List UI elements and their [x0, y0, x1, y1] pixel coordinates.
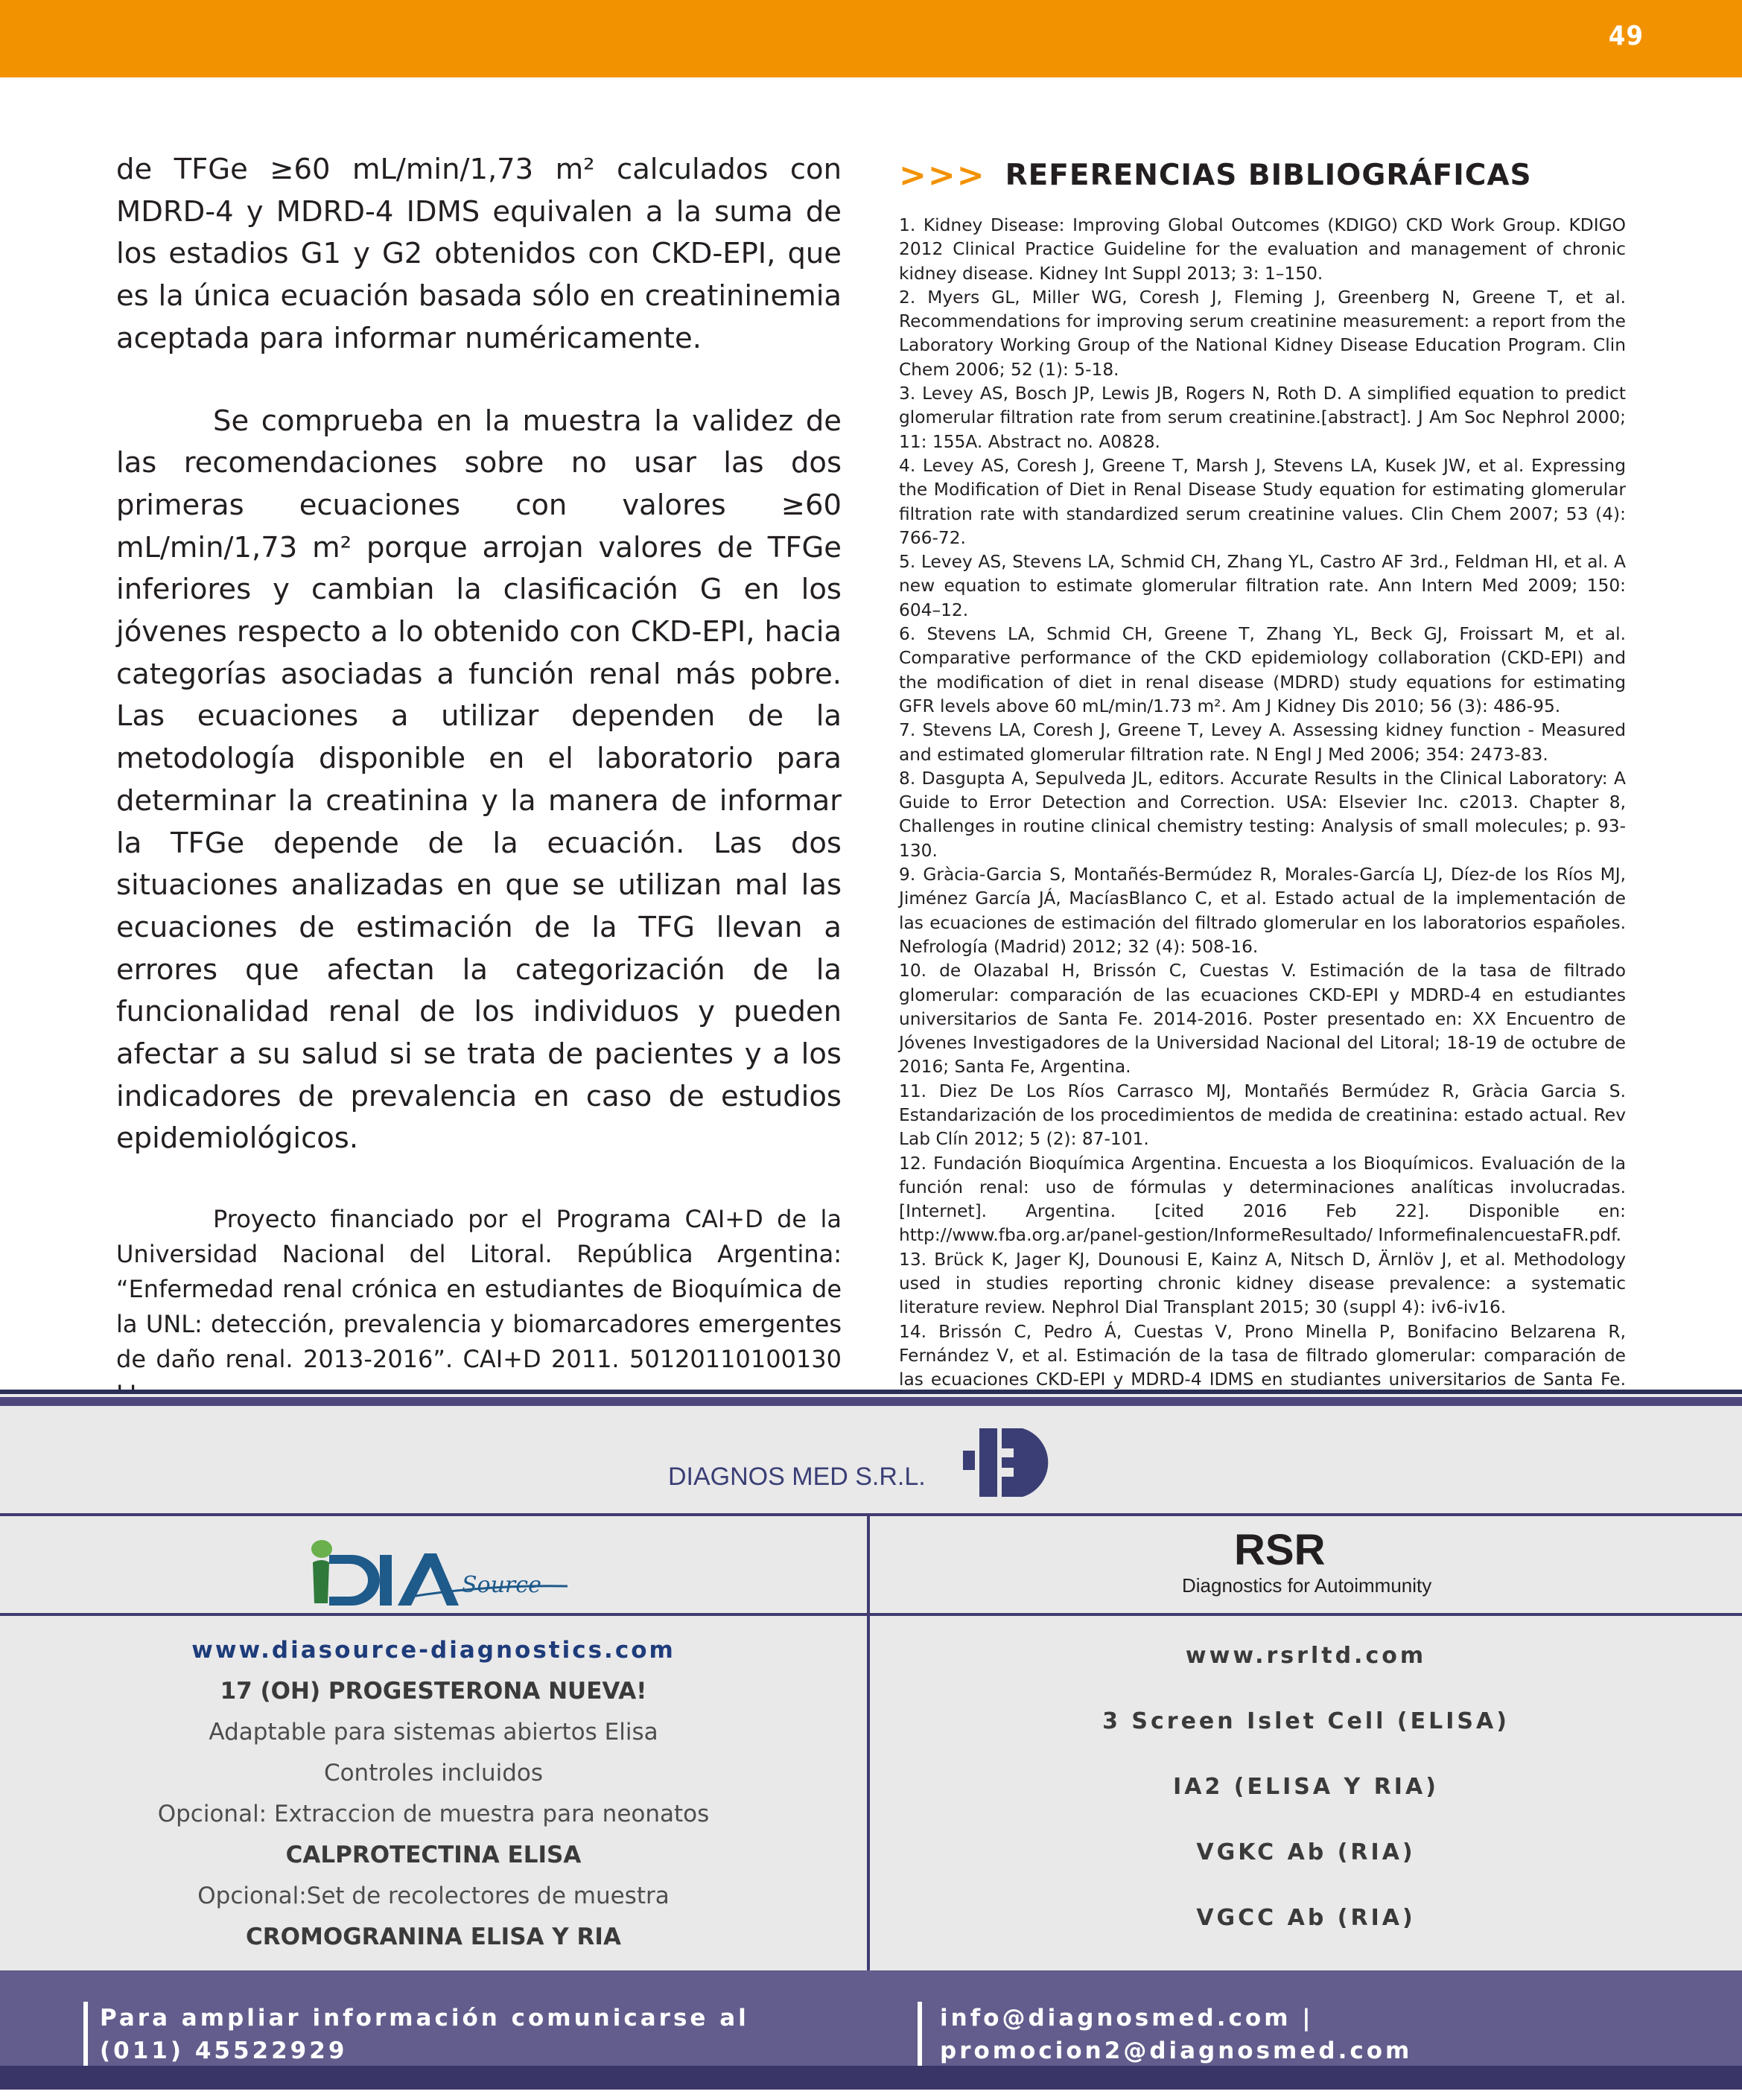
arrows-icon: >>>: [899, 156, 986, 194]
product-item: VGCC Ab (RIA): [1196, 1905, 1416, 1931]
rsr-link[interactable]: www.rsrltd.com: [1185, 1643, 1427, 1669]
references-column: [899, 153, 1626, 1416]
rsr-products: [870, 1635, 1742, 1963]
product-item: 17 (OH) PROGESTERONA NUEVA!: [220, 1678, 647, 1705]
reference-item: 10. de Olazabal H, Brissón C, Cuestas V. Estimación de la tasa de filtrado glomerular: comparación de las ecuaciones CKD-EPI y MDRD-4 en estudiantes universitarios de Santa Fe. 2014-2016. Poster presentado en: XX Encuentro de Jóvenes Investigadores de la Universidad Nacional del Litoral; 18-19 de octubre de 2016; Santa Fe, Argentina.: [899, 961, 1626, 1078]
page-number: 49: [1608, 21, 1644, 51]
reference-item: 1. Kidney Disease: Improving Global Outcomes (KDIGO) CKD Work Group. KDIGO 2012 Clinical Practice Guideline for the evaluation and management of chronic kidney disease. Kidney Int Suppl 2013; 3: 1–150.: [899, 215, 1626, 284]
product-item: IA2 (ELISA Y RIA): [1173, 1774, 1439, 1800]
svg-text:Source: Source: [462, 1572, 541, 1598]
contact-label: Para ampliar información comunicarse al: [100, 2005, 749, 2031]
diagnosmed-logo-icon: [963, 1425, 1067, 1499]
product-item: VGKC Ab (RIA): [1196, 1839, 1416, 1865]
company-name: DIAGNOS MED S.R.L.: [668, 1463, 926, 1491]
footer-bottom-bar: [0, 2066, 1742, 2090]
diasource-logo: [299, 1533, 575, 1614]
funding-paragraph: Proyecto financiado por el Programa CAI+D de la Universidad Nacional del Litoral. República Argentina: “Enfermedad renal crónica en estudiantes de Bioquímica de la UNL: detección, prevalencia y biomarcadores emergentes de daño renal. 2013-2016”. CAI+D 2011. 50120110100130: [116, 1205, 842, 1374]
product-item: CALPROTECTINA ELISA: [285, 1842, 582, 1868]
references-title: REFERENCIAS BIBLIOGRÁFICAS: [1005, 158, 1532, 192]
product-item: Opcional: Extraccion de muestra para neonatos: [157, 1801, 710, 1827]
paragraph-1: de TFGe ≥60 mL/min/1,73 m² calculados con MDRD-4 y MDRD-4 IDMS equivalen a la suma de los estadios G1 y G2 obtenidos con CKD-EPI, que es la única ecuación basada sólo en creatininemia aceptada para informar numéricamente.: [116, 153, 842, 355]
reference-item: 8. Dasgupta A, Sepulveda JL, editors. Accurate Results in the Clinical Laboratory: A Guide to Error Detection and Correction. USA: Elsevier Inc. c2013. Chapter 8, Challenges in routine clinical chemistry testing: Analysis of small molecules; p. 93-130.: [899, 768, 1626, 861]
reference-item: 3. Levey AS, Bosch JP, Lewis JB, Rogers N, Roth D. A simplified equation to predict glomerular filtration rate from serum creatinine.[abstract]. J Am Soc Nephrol 2000; 11: 155A. Abstract no. A0828.: [899, 384, 1626, 452]
divider: [0, 1397, 1742, 1406]
product-item: Adaptable para sistemas abiertos Elisa: [209, 1719, 658, 1746]
reference-list: [899, 214, 1626, 1416]
product-item: Controles incluidos: [323, 1760, 544, 1786]
diasource-link[interactable]: www.diasource-diagnostics.com: [191, 1637, 675, 1664]
diasource-products: [0, 1630, 867, 1958]
product-item: 3 Screen Islet Cell (ELISA): [1102, 1708, 1510, 1734]
divider: [0, 1613, 1742, 1616]
reference-item: 6. Stevens LA, Schmid CH, Greene T, Zhang YL, Beck GJ, Froissart M, et al. Comparative performance of the CKD epidemiology collaboration (CKD-EPI) and the modification of diet in renal disease (MDRD) study equations for estimating GFR levels above 60 mL/min/1.73 m². Am J Kidney Dis 2010; 56 (3): 486-95.: [899, 624, 1626, 716]
product-item: Opcional:Set de recolectores de muestra: [197, 1883, 670, 1909]
reference-item: 9. Gràcia-Garcia S, Montañés-Bermúdez R, Morales-García LJ, Díez-de los Ríos MJ, Jiménez García JÁ, MacíasBlanco C, et al. Estado actual de la implementación de las ecuaciones de estimación del filtrado glomerular en los laboratorios españoles. Nefrología (Madrid) 2012; 32 (4): 508-16.: [899, 865, 1626, 957]
phone-number[interactable]: (011) 45522929: [100, 2037, 348, 2064]
rsr-logo: RSR: [1234, 1526, 1326, 1574]
paragraph-2: Se comprueba en la muestra la validez de las recomendaciones sobre no usar las dos primeras ecuaciones con valores ≥60 mL/min/1,73 m² porque arrojan valores de TFGe inferiores y cambian la clasificación G en los jóvenes respecto a lo obtenido con CKD-EPI, hacia categorías asociadas a función renal más pobre. Las ecuaciones a utilizar dependen de la metodología disponible en el laboratorio para determinar la creatinina y la manera de informar la TFGe depende de la ecuación. Las dos situaciones analizadas en que se utilizan mal las ecuaciones de estimación de la TFG llevan a errores que afectan la categorización de la funcionalidad renal de los individuos y pueden afectar a su salud si se trata de pacientes y a los indicadores de prevalencia en caso de estudios epidemiológicos.: [116, 404, 842, 1156]
reference-item: 4. Levey AS, Coresh J, Greene T, Marsh J, Stevens LA, Kusek JW, et al. Expressing the Modification of Diet in Renal Disease Study equation for estimating glomerular filtration rate with standardized serum creatinine values. Clin Chem 2007; 53 (4): 766-72.: [899, 455, 1626, 548]
reference-item: 11. Diez De Los Ríos Carrasco MJ, Montañés Bermúdez R, Gràcia Garcia S. Estandarización de los procedimientos de medida de creatinina: estado actual. Rev Lab Clín 2012; 5 (2): 87-101.: [899, 1081, 1626, 1150]
header-bar: [0, 0, 1742, 77]
reference-item: 5. Levey AS, Stevens LA, Schmid CH, Zhang YL, Castro AF 3rd., Feldman HI, et al. A new equation to estimate glomerular filtration rate. Ann Intern Med 2009; 150: 604–12.: [899, 552, 1626, 620]
reference-item: 7. Stevens LA, Coresh J, Greene T, Levey A. Assessing kidney function - Measured and estimated glomerular filtration rate. N Engl J Med 2006; 354: 2473-83.: [899, 720, 1626, 765]
advertisement: [0, 1390, 1742, 2090]
product-item: CROMOGRANINA ELISA Y RIA: [246, 1924, 621, 1950]
references-heading: [899, 153, 1626, 197]
reference-item: 2. Myers GL, Miller WG, Coresh J, Fleming J, Greenberg N, Greene T, et al. Recommendations for improving serum creatinine measurement: a report from the Laboratory Working Group of the National Kidney Disease Education Program. Clin Chem 2006; 52 (1): 5-18.: [899, 287, 1626, 380]
rsr-tagline: Diagnostics for Autoimmunity: [1182, 1574, 1432, 1597]
email-links[interactable]: info@diagnosmed.com | promocion2@diagnosmed.com: [940, 2005, 1413, 2064]
divider: [0, 1390, 1742, 1394]
article-text-column: [116, 149, 842, 1412]
reference-item: 13. Brück K, Jager KJ, Dounousi E, Kainz A, Nitsch D, Ärnlöv J, et al. Methodology used in studies reporting chronic kidney disease prevalence: a systematic literature review. Nephrol Dial Transplant 2015; 30 (suppl 4): iv6-iv16.: [899, 1249, 1626, 1318]
divider: [0, 1513, 1742, 1516]
contact-info: [83, 2002, 749, 2067]
reference-item: 14. Brissón C, Pedro Á, Cuestas V, Prono Minella P, Bonifacino Belzarena R, Fernández V, et al. Estimación de la tasa de filtrado glomerular: comparación de las ecuaciones CKD-EPI y MDRD-4 IDMS en studiantes universitarios de Santa Fe.: [899, 1321, 1626, 1390]
reference-item: 12. Fundación Bioquímica Argentina. Encuesta a los Bioquímicos. Evaluación de la función renal: uso de fórmulas y determinaciones analíticas involucradas. [Internet]. Argentina. [cited 2016 Feb 22]. Disponible en: http://www.fba.org.ar/panel-gestion/InformeResultado/ InformefinalencuestaFR.pdf.: [899, 1153, 1626, 1246]
